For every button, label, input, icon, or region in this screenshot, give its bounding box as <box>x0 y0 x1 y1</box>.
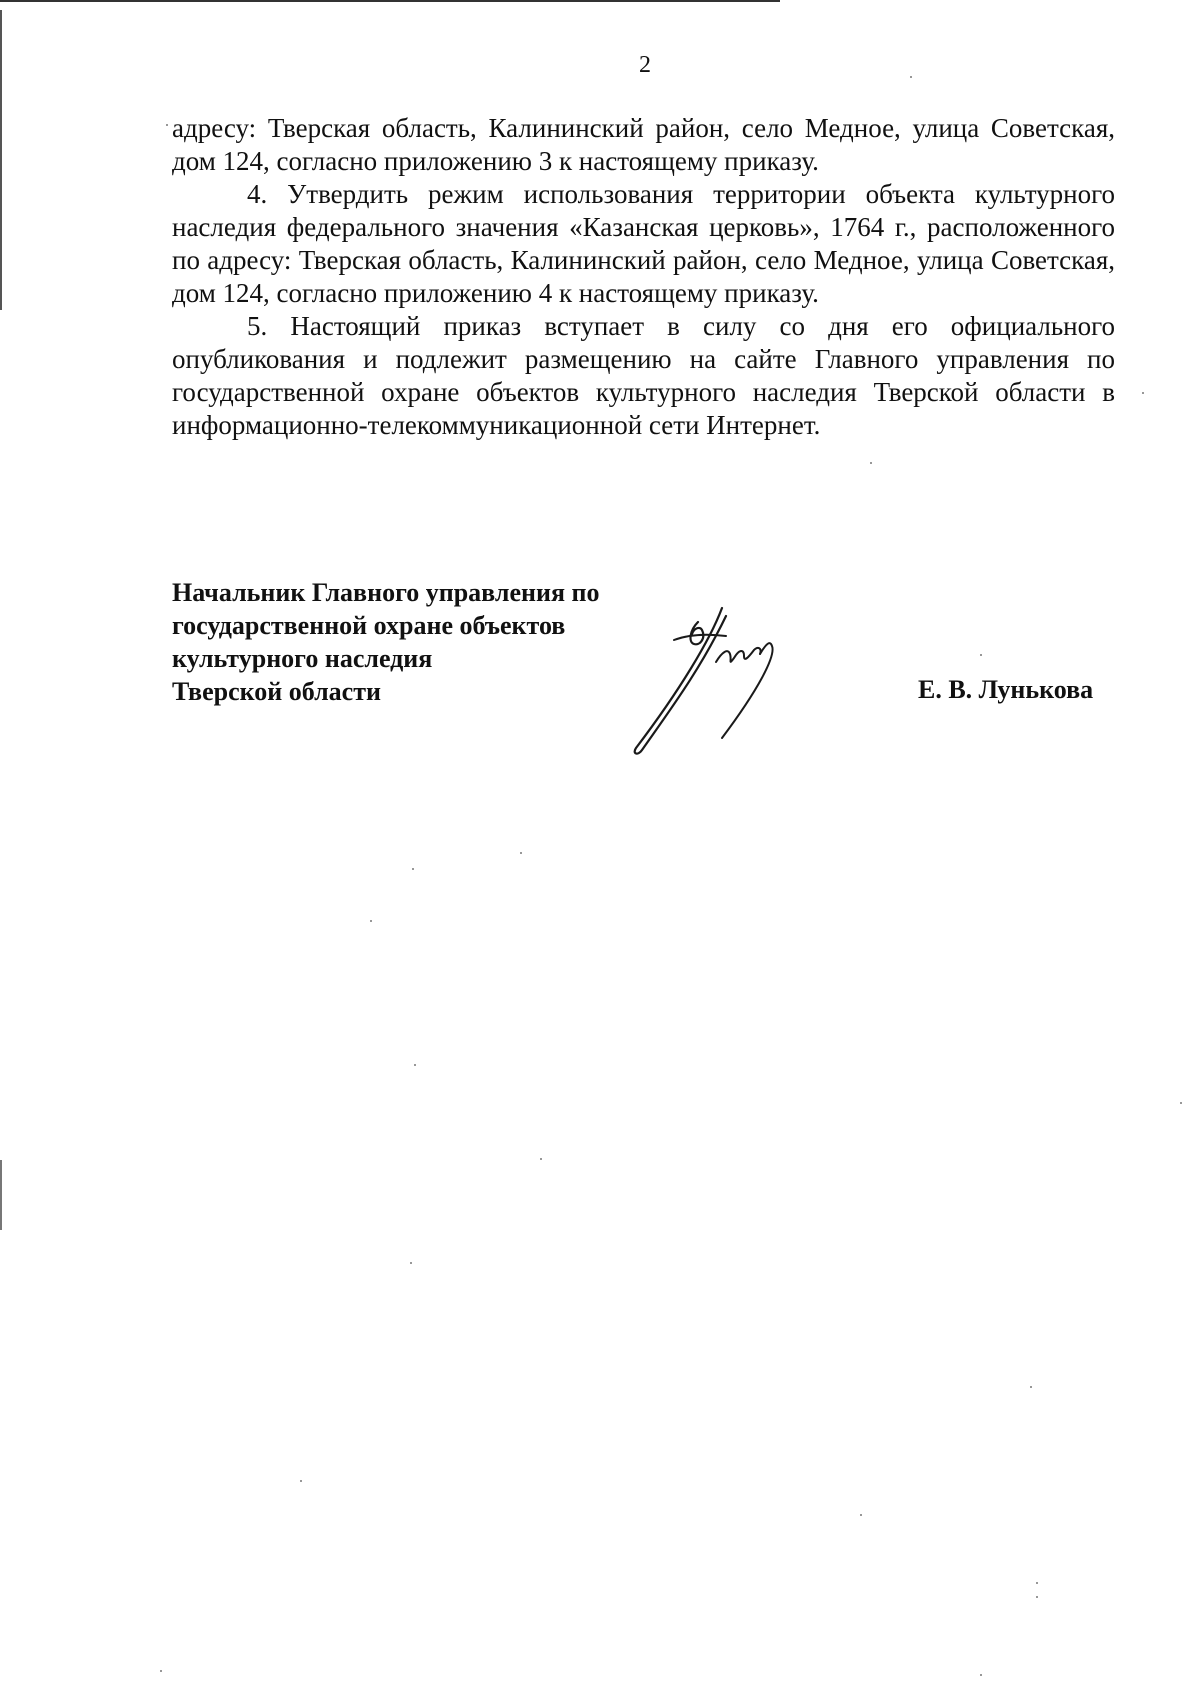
scan-speck <box>980 654 982 656</box>
signatory-position-line: культурного наследия <box>172 644 433 673</box>
scan-speck <box>1036 1596 1038 1598</box>
scan-speck <box>160 1670 162 1672</box>
scan-speck <box>300 1480 302 1482</box>
scan-speck <box>414 1064 416 1066</box>
signatory-position-line: Начальник Главного управления по <box>172 578 600 607</box>
scan-speck <box>370 920 372 922</box>
scan-edge-top <box>0 0 780 2</box>
scan-speck <box>410 1262 412 1264</box>
scan-speck <box>980 1674 982 1676</box>
signer-name: Е. В. Лунькова <box>918 675 1094 704</box>
scan-speck <box>520 852 522 854</box>
scan-speck <box>910 76 912 78</box>
scan-edge-left <box>0 10 2 310</box>
scan-edge-left-lower <box>0 1160 2 1230</box>
signatory-position-line: Тверской области <box>172 677 381 706</box>
scan-speck <box>1036 1582 1038 1584</box>
document-body <box>172 112 1115 442</box>
scan-speck <box>540 1158 542 1160</box>
scan-speck <box>1030 1386 1032 1388</box>
page-number: 2 <box>639 52 651 78</box>
scan-speck <box>1142 392 1144 394</box>
handwritten-signature <box>630 600 840 760</box>
scan-speck <box>166 124 168 126</box>
scan-speck <box>860 1514 862 1516</box>
scan-speck <box>870 462 872 464</box>
paragraph-continuation: адресу: Тверская область, Калининский район, село Медное, улица Советская, дом 124, согласно приложению 3 к настоящему приказу. <box>172 113 1115 176</box>
signatory-position <box>172 576 672 708</box>
signatory-position-line: государственной охране объектов <box>172 611 566 640</box>
paragraph-item-5: 5. Настоящий приказ вступает в силу со дня его официального опубликования и подлежит размещению на сайте Главного управления по государственной охране объектов культурного наследия Тверской области в информационно-телекоммуникационной сети Интернет. <box>172 311 1115 440</box>
scan-speck <box>1180 1102 1182 1104</box>
paragraph-item-4: 4. Утвердить режим использования территории объекта культурного наследия федерального значения «Казанская церковь», 1764 г., расположенного по адресу: Тверская область, Калининский район, село Медное, улица Советская, дом 124, согласно приложению 4 к настоящему приказу. <box>172 179 1115 308</box>
scan-speck <box>412 868 414 870</box>
